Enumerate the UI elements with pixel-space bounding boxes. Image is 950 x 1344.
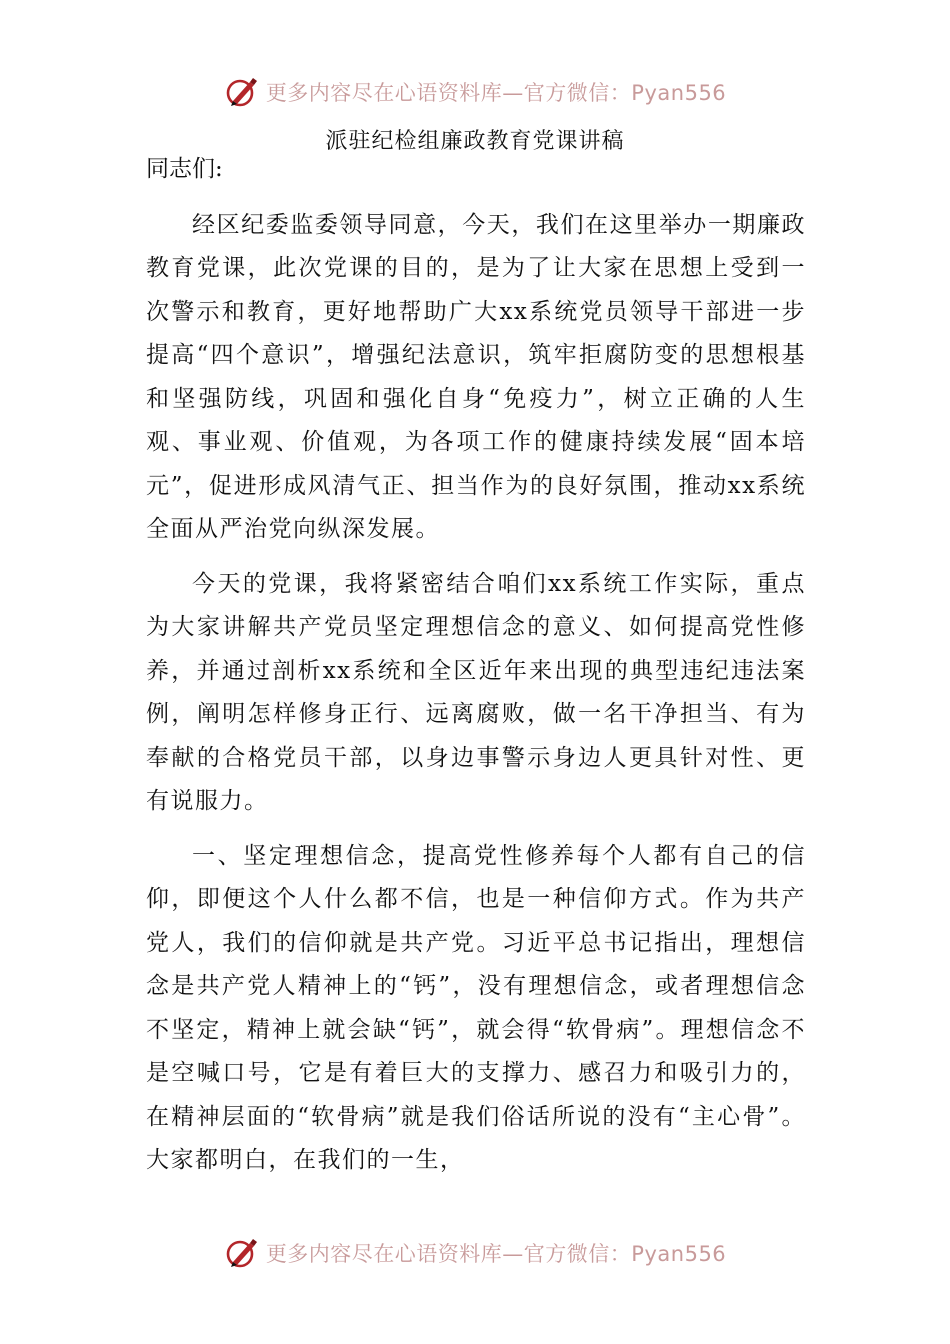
watermark-header [0,72,950,112]
watermark-text: 更多内容尽在心语资料库—官方微信：Pyan556 [265,81,727,105]
salutation: 同志们: [146,156,223,182]
document-body [146,148,806,1183]
watermark-text: 更多内容尽在心语资料库—官方微信：Pyan556 [265,1242,727,1266]
paragraph: 一、坚定理想信念，提高党性修养每个人都有自己的信仰，即便这个人什么都不信，也是一种信仰方式。作为共产党人，我们的信仰就是共产党。习近平总书记指出，理想信念是共产党人精神上的“钙”，没有理想信念，或者理想信念不坚定，精神上就会缺“钙”，就会得“软骨病”。理想信念不是空喊口号，它是有着巨大的支撑力、感召力和吸引力的，在精神层面的“软骨病”就是我们俗话所说的没有“主心骨”。大家都明白，在我们的一生， [146,842,806,1173]
watermark-footer [0,1233,950,1273]
red-pen-circle-logo-icon [224,1235,260,1271]
red-pen-circle-logo-icon [224,74,260,110]
paragraph: 经区纪委监委领导同意，今天，我们在这里举办一期廉政教育党课，此次党课的目的，是为了让大家在思想上受到一次警示和教育，更好地帮助广大xx系统党员领导干部进一步提高“四个意识”，增强纪法意识，筑牢拒腐防变的思想根基和坚强防线，巩固和强化自身“免疫力”，树立正确的人生观、事业观、价值观，为各项工作的健康持续发展“固本培元”，促进形成风清气正、担当作为的良好氛围，推动xx系统全面从严治党向纵深发展。 [146,211,806,542]
document-title: 派驻纪检组廉政教育党课讲稿 [325,129,625,154]
paragraph: 今天的党课，我将紧密结合咱们xx系统工作实际，重点为大家讲解共产党员坚定理想信念的意义、如何提高党性修养，并通过剖析xx系统和全区近年来出现的典型违纪违法案例，阐明怎样修身正行、远离腐败，做一名干净担当、有为奉献的合格党员干部，以身边事警示身边人更具针对性、更有说服力。 [146,570,806,814]
